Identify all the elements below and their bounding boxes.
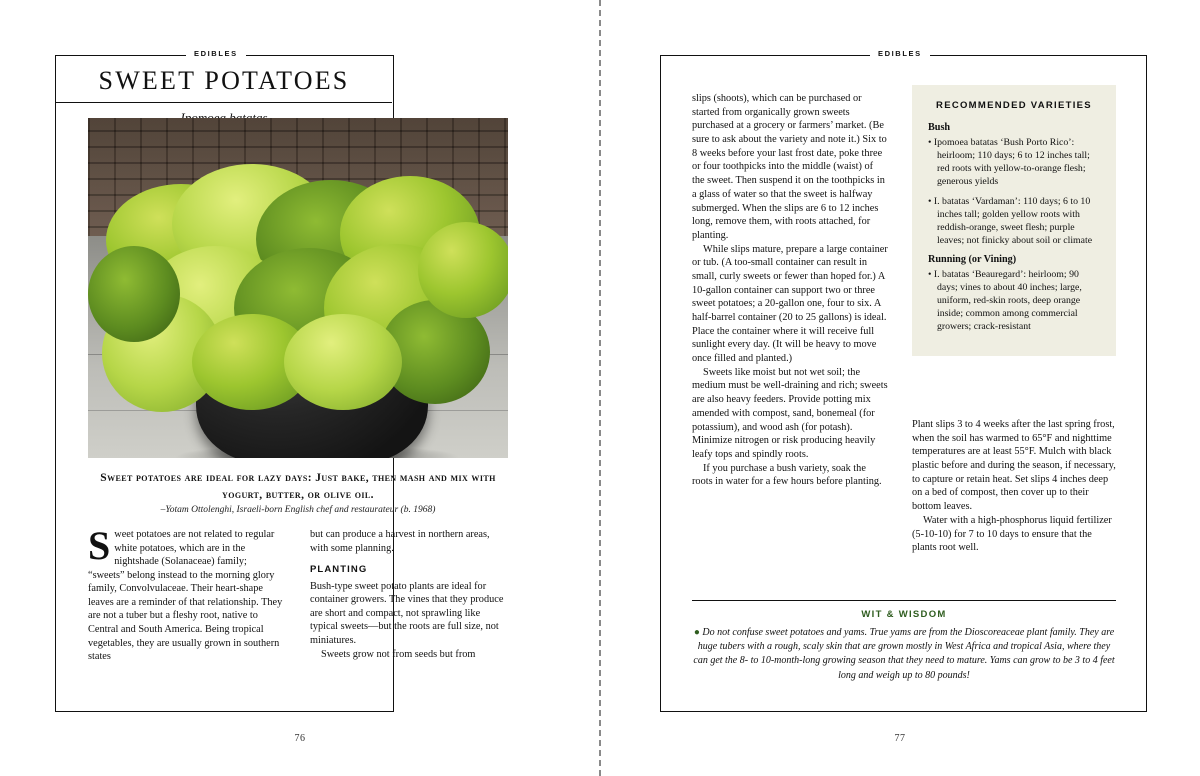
planting-paragraph-2: Sweets grow not from seeds but from (321, 648, 476, 660)
sidebar-title: RECOMMENDED VARIETIES (936, 100, 1092, 111)
right-right-paragraph-2: Water with a high-phosphorus liquid fertilizer (5-10-10) for 7 to 10 days to ensure that the plants root well. (912, 514, 1112, 554)
photo-foliage-12 (88, 246, 180, 342)
wit-and-wisdom-body: Do not confuse sweet potatoes and yams. True yams are from the Dioscoreaceae plant family. They are huge tubers with a rough, scaly skin that are grown mostly in West Africa and tropical Asia, where they can get the 8- to 10-month-long growing season that they need to mature. Yams can grow to be 3 to 4 feet long and weigh up to 80 pounds! (693, 627, 1115, 681)
title-divider (56, 102, 392, 103)
left-body-columns (88, 523, 508, 688)
sidebar-variety-vardaman: • I. batatas ‘Vardaman’: 110 days; 6 to 10 inches tall; golden yellow roots with reddish-orange, sweet flesh; purple leaves; not finicky about soil or climate (928, 195, 1093, 246)
folio-right: 77 (894, 733, 906, 744)
right-left-paragraph-3: Sweets like moist but not wet soil; the medium must be well-draining and rich; sweets are also heavy feeders. Provide potting mix amended with compost, sand, bonemeal (for potassium), and wood ash (for potash). Minimize nitrogen or risk producing heavily leafy tops and spindly roots. (692, 366, 888, 460)
sweet-potato-photo (88, 118, 508, 458)
photo-foliage-11 (284, 314, 402, 410)
right-page (600, 0, 1200, 776)
sidebar-variety-beauregard: • I. batatas ‘Beauregard’: heirloom; 90 days; vines to about 40 inches; large, uniform, red-skin roots, deep orange inside; common among commercial growers; crack-resistant (928, 268, 1082, 332)
right-left-paragraph-1: slips (shoots), which can be purchased or started from organically grown sweets purchased at a grocery or farmers’ market. (Be sure to ask about the variety and note it.) Six to 8 weeks before your last frost date, poke three or four toothpicks into the middle (waist) of the sweet. Then suspend it on the toothpicks in a glass of water so that the sweet is halfway submerged. When the slips are 6 to 12 inches long, remove them, with roots attached, for planting. (692, 93, 887, 241)
wit-and-wisdom-text (692, 626, 1116, 683)
intro-paragraph (88, 523, 286, 664)
wit-and-wisdom-title: WIT & WISDOM (861, 609, 947, 620)
sidebar-group-bush: Bush (928, 121, 951, 133)
intro-paragraph-text: weet potatoes are not related to regular white potatoes, which are in the nightshade (Solanaceae) family; “sweets” belong instead to the morning glory family, Convolvulaceae. Their heart-shape leaves are a reminder of that relationship. They are not a tuber but a fleshy root, native to Central and South America. Being tropical vegetables, they are usually grown in southern states (88, 529, 283, 663)
intro-continued: but can produce a harvest in northern areas, with some planning. (310, 529, 490, 554)
planting-heading: PLANTING (310, 564, 368, 576)
recommended-varieties-sidebar (912, 85, 1116, 356)
wit-and-wisdom-block (692, 600, 1116, 683)
right-right-paragraph-1: Plant slips 3 to 4 weeks after the last spring frost, when the soil has warmed to 65°F and nighttime temperatures are at least 55°F. Mulch with black plastic before and during the season, if necessary, to capture or retain heat. Set slips 4 inches deep on a bed of compost, then cover up to their bottom leaves. (912, 419, 1116, 513)
planting-paragraph-1: Bush-type sweet potato plants are ideal for container growers. The vines that they produce are short and compact, not sprawling like typical sweets—but the roots are full size, not miniatures. (310, 580, 504, 646)
bullet-icon: ● (693, 627, 700, 638)
right-column-left (692, 92, 888, 489)
sidebar-group-running: Running (or Vining) (928, 253, 1017, 265)
spread-gutter (599, 0, 603, 776)
folio-left: 76 (294, 733, 306, 744)
running-head-left: EDIBLES (186, 49, 246, 58)
sidebar-variety-bush-porto-rico: • Ipomoea batatas ‘Bush Porto Rico’: heirloom; 110 days; 6 to 12 inches tall; red roots with yellow-to-orange flesh; generous yields (928, 136, 1090, 187)
drop-cap: S (88, 523, 111, 568)
right-left-paragraph-2: While slips mature, prepare a large container or tub. (A too-small container can result in small, curly sweets or fewer than hoped for.) A 10-gallon container can support two or three sweet potatoes; a 20-gallon one, four to six. A half-barrel container (20 to 25 gallons) is ideal. Place the container where it will receive full sunlight every day. (It will be heavy to move once filled and planted.) (692, 243, 888, 365)
right-left-paragraph-4: If you purchase a bush variety, soak the roots in water for a few hours before planting. (692, 462, 882, 488)
photo-foliage-13 (418, 222, 508, 318)
caption-attribution: –Yotam Ottolenghi, Israeli-born English chef and restaurateur (b. 1968) (160, 505, 436, 515)
right-column-right (912, 418, 1116, 555)
photo-caption: Sweet potatoes are ideal for lazy days: Just bake, then mash and mix with yogurt, butter, or olive oil. (100, 472, 496, 501)
wit-divider (692, 600, 1116, 601)
page-title: SWEET POTATOES (98, 66, 350, 95)
running-head-right: EDIBLES (870, 49, 930, 58)
